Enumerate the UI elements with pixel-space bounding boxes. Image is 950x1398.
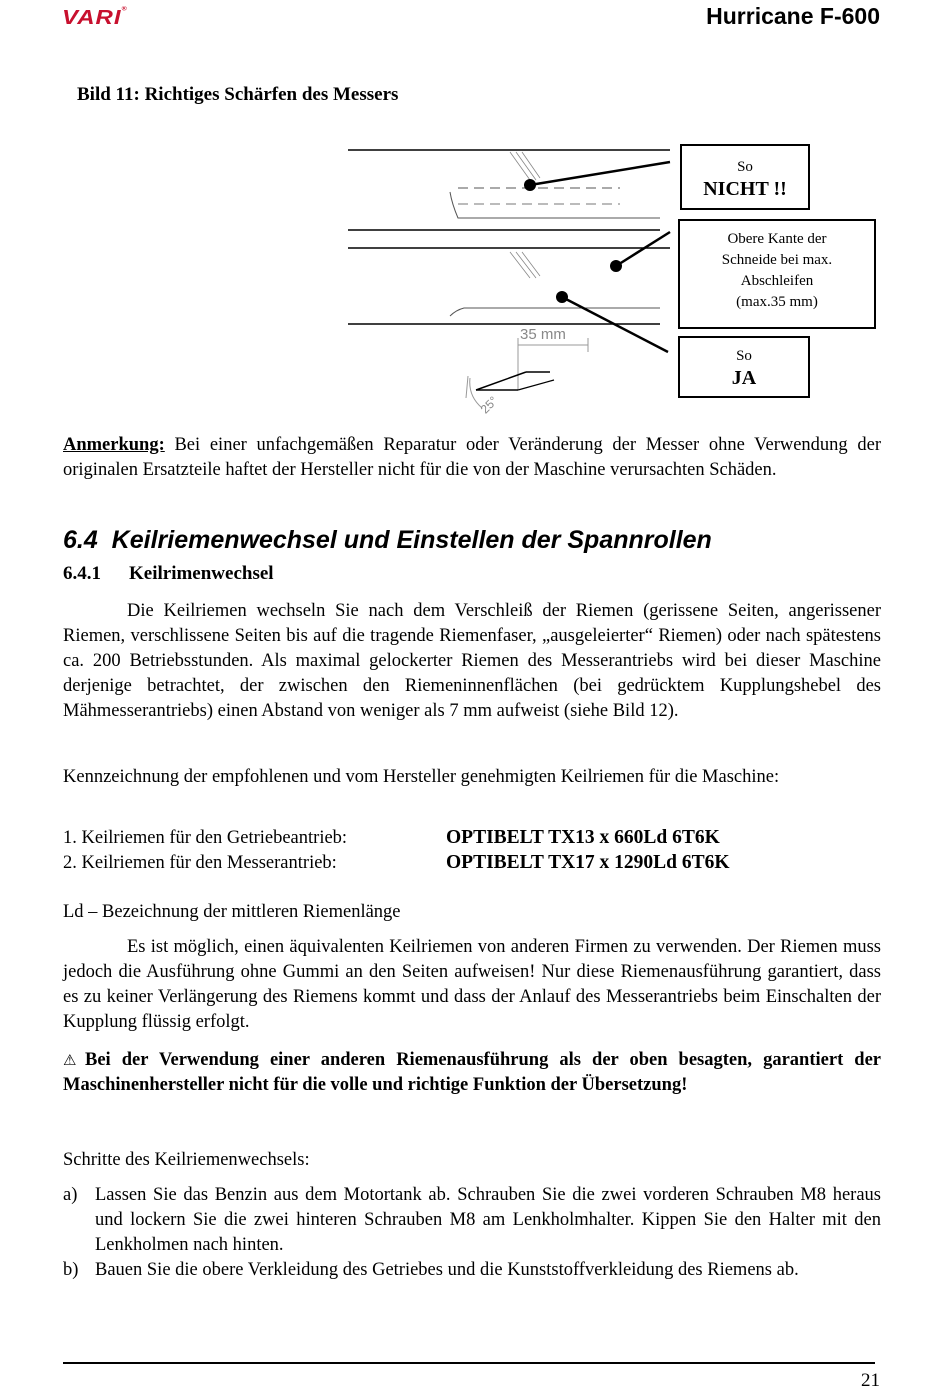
ld-definition: Ld – Bezeichnung der mittleren Riemenlänge bbox=[63, 902, 401, 922]
angle-label: 25° bbox=[477, 393, 501, 417]
warning-text: Bei der Verwendung einer anderen Riemenausführung als der oben besagten, garantiert der Maschinenhersteller nicht für die volle und richtige Funktion der Übersetzung! bbox=[63, 1050, 881, 1095]
list-marker: a) bbox=[63, 1185, 78, 1205]
figure-caption: Bild 11: Richtiges Schärfen des Messers bbox=[77, 84, 399, 105]
blade-sharpening-figure bbox=[340, 140, 880, 420]
belt-marking-paragraph: Kennzeichnung der empfohlenen und vom Hersteller genehmigten Keilriemen für die Maschine: bbox=[63, 767, 780, 787]
section-number: 6.4 bbox=[63, 526, 98, 554]
callout-edge-line2: Schneide bei max. bbox=[721, 252, 833, 268]
callout-yes-big: JA bbox=[731, 367, 757, 389]
list-item bbox=[63, 1258, 881, 1283]
callout-yes-small: So bbox=[736, 348, 752, 364]
list-text: Bauen Sie die obere Verkleidung des Getriebes und die Kunststoffverkleidung des Riemens ab. bbox=[95, 1260, 799, 1280]
warning-paragraph bbox=[63, 1048, 881, 1098]
callout-not-big: NICHT !! bbox=[703, 178, 787, 200]
page-number: 21 bbox=[861, 1370, 880, 1391]
list-marker: b) bbox=[63, 1260, 79, 1280]
belt-value: OPTIBELT TX13 x 660Ld 6T6K bbox=[446, 827, 720, 848]
belt-label: 2. Keilriemen für den Messerantrieb: bbox=[63, 853, 337, 873]
subsection-title: Keilrimenwechsel bbox=[129, 563, 274, 584]
callout-like-this bbox=[678, 336, 810, 398]
callout-edge-line1: Obere Kante der bbox=[727, 231, 827, 247]
subsection-number: 6.4.1 bbox=[63, 563, 101, 584]
callout-upper-edge bbox=[678, 219, 876, 329]
callout-edge-line4: (max.35 mm) bbox=[736, 294, 818, 310]
note-paragraph bbox=[63, 433, 881, 483]
section-heading bbox=[63, 526, 712, 555]
note-label: Anmerkung: bbox=[63, 435, 165, 455]
callout-not-like-this bbox=[680, 144, 810, 210]
note-text: Bei einer unfachgemäßen Reparatur oder Veränderung der Messer ohne Verwendung der originalen Ersatzteile haftet der Hersteller nicht für die von der Maschine verursachten Schäden. bbox=[63, 435, 881, 480]
dimension-label: 35 mm bbox=[520, 326, 566, 343]
footer-divider bbox=[63, 1362, 875, 1364]
belt-wear-paragraph: Die Keilriemen wechseln Sie nach dem Verschleiß der Riemen (gerissene Seiten, angerissener Riemen, verschlissene Seiten bis auf die tragende Riemenfaser, „ausgeleierter“ Riemen) oder nach spätestens ca. 200 Betriebsstunden. Als maximal gelockerter Riemen des Messerantriebs wird bei dieser Maschine derjenige betrachtet, der zwischen den Riemeninnenflächen (bei gedrücktem Kupplungshebel des Mähmesserantriebs) einen Abstand von weniger als 7 mm aufweist (siehe Bild 12). bbox=[63, 601, 881, 721]
section-title: Keilriemenwechsel und Einstellen der Spannrollen bbox=[111, 526, 712, 554]
steps-intro: Schritte des Keilriemenwechsels: bbox=[63, 1150, 310, 1170]
registered-mark: ® bbox=[121, 6, 128, 12]
warning-triangle-icon: ⚠ bbox=[63, 1051, 77, 1069]
belt-row-gearbox bbox=[63, 825, 720, 851]
callout-edge-line3: Abschleifen bbox=[740, 273, 814, 289]
belt-value: OPTIBELT TX17 x 1290Ld 6T6K bbox=[446, 852, 730, 873]
equivalent-belt-paragraph: Es ist möglich, einen äquivalenten Keilriemen von anderen Firmen zu verwenden. Der Riemen muss jedoch die Ausführung ohne Gummi an den Seiten aufweisen! Nur diese Riemenausführung garantiert, dass es zu keiner Verlängerung des Riemens kommt und dass der Anlauf des Messerantriebs beim Einschalten der Kupplung flüssig erfolgt. bbox=[63, 937, 881, 1032]
list-item bbox=[63, 1183, 881, 1258]
belt-row-blade bbox=[63, 850, 730, 876]
list-text: Lassen Sie das Benzin aus dem Motortank ab. Schrauben Sie die zwei vorderen Schrauben M8 heraus und lockern Sie die zwei hinteren Schrauben M8 am Lenkholmhalter. Kippen Sie den Halter mit den Lenkholmen nach hinten. bbox=[95, 1185, 881, 1255]
document-title: Hurricane F-600 bbox=[706, 3, 880, 29]
belt-label: 1. Keilriemen für den Getriebeantrieb: bbox=[63, 828, 348, 848]
callout-not-small: So bbox=[737, 159, 753, 175]
subsection-heading bbox=[63, 563, 274, 585]
logo-text: VARI bbox=[62, 6, 122, 29]
vari-logo bbox=[62, 6, 128, 30]
